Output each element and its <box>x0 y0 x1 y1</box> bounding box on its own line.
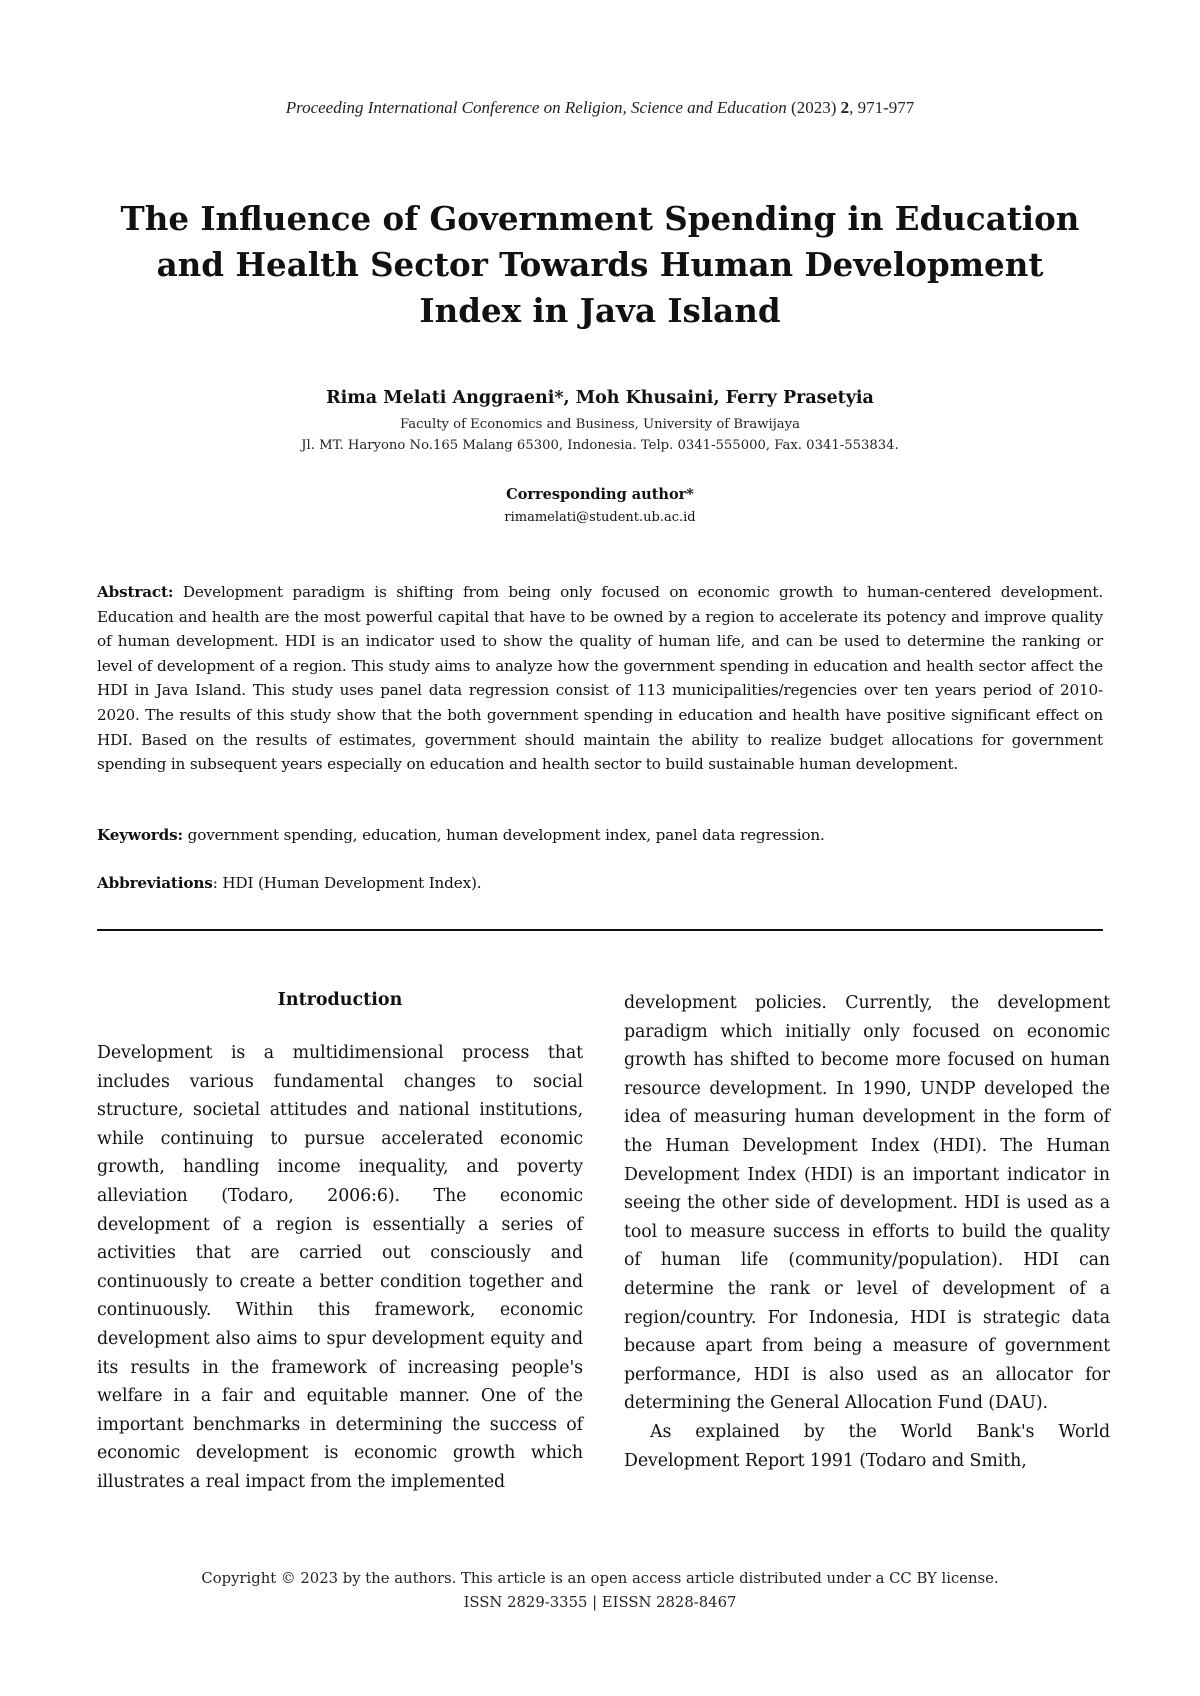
abbreviations <box>97 874 1103 892</box>
keywords <box>97 826 1103 844</box>
journal-volume: 2 <box>840 98 850 117</box>
journal-year: (2023) <box>791 98 837 117</box>
paper-title: The Influence of Government Spending in Education and Health Sector Towards Human Development Index in Java Island <box>120 199 1080 330</box>
journal-header <box>0 98 1200 118</box>
abstract <box>97 580 1103 777</box>
keywords-label: Keywords: <box>97 826 183 844</box>
journal-name: Proceeding International Conference on Religion, Science and Education <box>285 98 787 117</box>
corresponding-author-email[interactable]: rimamelati@student.ub.ac.id <box>504 510 696 525</box>
abstract-text: Development paradigm is shifting from being only focused on economic growth to human-centered development. Education and health are the most powerful capital that have to be owned by a region to accelerate its potency and improve quality of human development. HDI is an indicator used to show the quality of human life, and can be used to determine the ranking or level of development of a region. This study aims to analyze how the government spending in education and health sector affect the HDI in Java Island. This study uses panel data regression consist of 113 municipalities/regencies over ten years period of 2010-2020. The results of this study show that the both government spending in education and health have positive significant effect on HDI. Based on the results of estimates, government should maintain the ability to realize budget allocations for government spending in subsequent years especially on education and health sector to build sustainable human development. <box>97 583 1103 774</box>
introduction-right-column <box>624 989 1110 1475</box>
affiliation-line-2: Jl. MT. Haryono No.165 Malang 65300, Indonesia. Telp. 0341-555000, Fax. 0341-553834. <box>301 438 899 453</box>
affiliation-line-1: Faculty of Economics and Business, University of Brawijaya <box>400 417 800 432</box>
introduction-right-paragraph-1: development policies. Currently, the development paradigm which initially only focused on economic growth has shifted to become more focused on human resource development. In 1990, UNDP developed the idea of measuring human development in the form of the Human Development Index (HDI). The Human Development Index (HDI) is an important indicator in seeing the other side of development. HDI is used as a tool to measure success in efforts to build the quality of human life (community/population). HDI can determine the rank or level of development of a region/country. For Indonesia, HDI is strategic data because apart from being a measure of government performance, HDI is also used as an allocator for determining the General Allocation Fund (DAU). <box>624 993 1110 1414</box>
footer-issn: ISSN 2829-3355 | EISSN 2828-8467 <box>463 1594 737 1611</box>
abbreviations-text: : HDI (Human Development Index). <box>212 874 482 892</box>
introduction-heading: Introduction <box>277 990 403 1010</box>
keywords-text: government spending, education, human development index, panel data regression. <box>183 826 825 844</box>
section-divider <box>97 929 1103 931</box>
introduction-right-paragraph-2: As explained by the World Bank's World Development Report 1991 (Todaro and Smith, <box>624 1421 1110 1471</box>
journal-pages: , 971-977 <box>849 98 915 117</box>
abstract-label: Abstract: <box>97 583 174 601</box>
author-list: Rima Melati Anggraeni*, Moh Khusaini, Ferry Prasetyia <box>326 388 874 408</box>
abbreviations-label: Abbreviations <box>97 874 213 892</box>
introduction-left-column: Development is a multidimensional process that includes various fundamental changes to social structure, societal attitudes and national institutions, while continuing to pursue accelerated economic growth, handling income inequality, and poverty alleviation (Todaro, 2006:6). The economic development of a region is essentially a series of activities that are carried out consciously and continuously to create a better condition together and continuously. Within this framework, economic development also aims to spur development equity and its results in the framework of increasing people's welfare in a fair and equitable manner. One of the important benchmarks in determining the success of economic development is economic growth which illustrates a real impact from the implemented <box>97 1043 583 1492</box>
corresponding-author-label: Corresponding author* <box>506 486 694 503</box>
footer-copyright: Copyright © 2023 by the authors. This article is an open access article distributed under a CC BY license. <box>201 1570 999 1587</box>
